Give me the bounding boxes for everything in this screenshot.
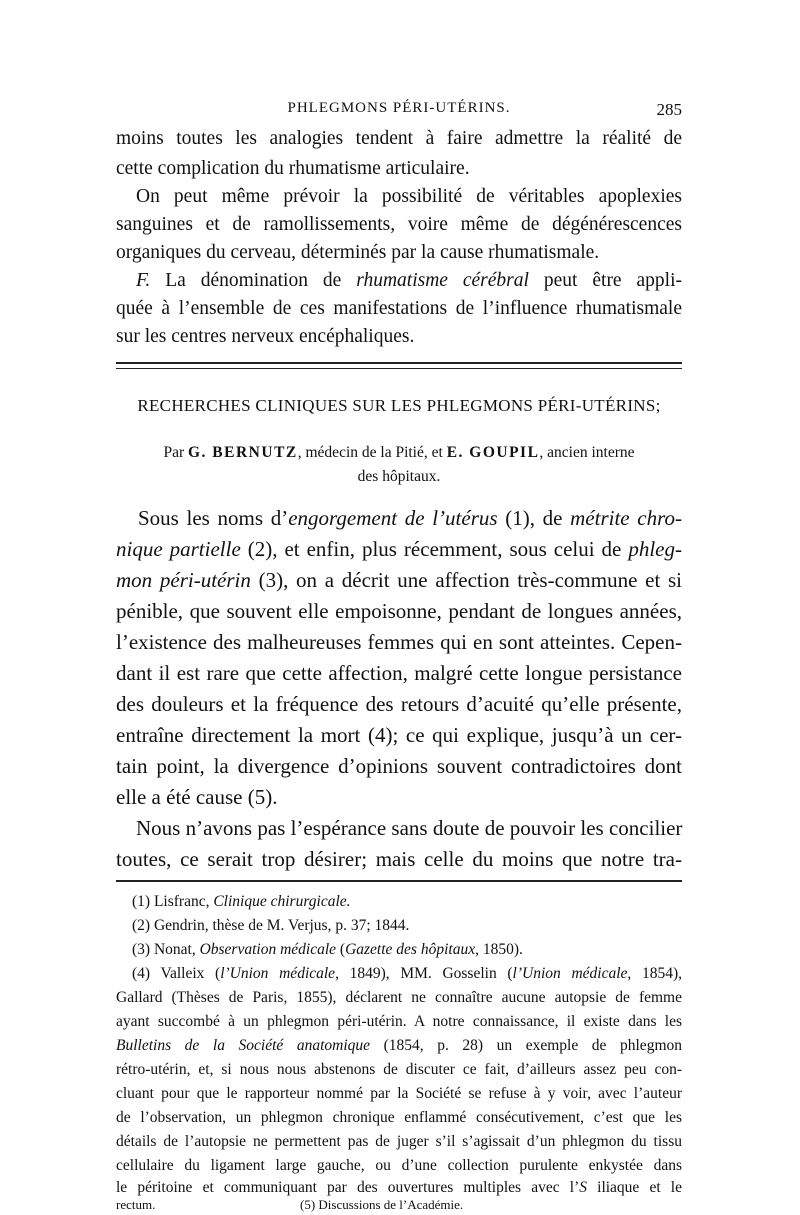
footnote-4-line-2: Gallard (Thèses de Paris, 1855), déclarent ne connaître aucune autopsie de femme bbox=[116, 989, 682, 1006]
intro-line-2: cette complication du rhumatisme articulaire. bbox=[116, 158, 470, 179]
para-letter: F. bbox=[136, 270, 151, 291]
footnote-4-line-10: le péritoine et communiquant par des ouvertures multiples avec l’S iliaque et le bbox=[116, 1179, 682, 1196]
footnote-4-line-3: ayant succombé à un phlegmon péri-utérin. A notre connaissance, il existe dans les bbox=[116, 1013, 682, 1030]
running-header bbox=[116, 100, 682, 126]
body-line-6: dant il est rare que cette affection, malgré cette longue persistance bbox=[116, 661, 682, 685]
running-title: PHLEGMONS PÉRI-UTÉRINS. bbox=[287, 100, 511, 116]
byline-line-1: Par G. BERNUTZ, médecin de la Pitié, et E. GOUPIL, ancien interne bbox=[163, 444, 635, 461]
footnote-3: (3) Nonat, Observation médicale (Gazette des hôpitaux, 1850). bbox=[132, 941, 523, 958]
footnote-4-line-4: Bulletins de la Société anatomique (1854, p. 28) un exemple de phlegmon bbox=[116, 1037, 682, 1054]
footnote-rule bbox=[116, 880, 682, 882]
footnote-4-line-1: (4) Valleix (l’Union médicale, 1849), MM. Gosselin (l’Union médicale, 1854), bbox=[132, 965, 682, 982]
footnote-4-line-9: cellulaire du ligament large gauche, ou d’une collection purulente enkystée dans bbox=[116, 1157, 682, 1174]
intro-line-3: On peut même prévoir la possibilité de véritables apoplexies bbox=[136, 186, 682, 207]
intro-para-f-line-3: sur les centres nerveux encéphaliques. bbox=[116, 326, 415, 347]
body-line-10: elle a été cause (5). bbox=[116, 785, 278, 809]
footnote-1: (1) Lisfranc, Clinique chirurgicale. bbox=[132, 893, 351, 910]
section-double-rule bbox=[116, 362, 682, 369]
body-line-4: pénible, que souvent elle empoisonne, pendant de longues années, bbox=[116, 599, 682, 623]
byline-line-2: des hôpitaux. bbox=[357, 468, 441, 485]
footnote-5: (5) Discussions de l’Académie. bbox=[300, 1197, 464, 1212]
body-line-7: des douleurs et la fréquence des retours d’acuité qu’elle présente, bbox=[116, 692, 682, 716]
body-line-1: Sous les noms d’engorgement de l’utérus (1), de métrite chro- bbox=[138, 506, 683, 530]
article-title: RECHERCHES CLINIQUES SUR LES PHLEGMONS PÉRI-UTÉRINS; bbox=[137, 396, 661, 415]
intro-line-1: moins toutes les analogies tendent à faire admettre la réalité de bbox=[116, 128, 682, 149]
footnote-4-line-6: cluant pour que le rapporteur nommé par la Société se refuse à y voir, avec l’auteur bbox=[116, 1085, 682, 1102]
body-line-9: tain point, la divergence d’opinions souvent contradictoires dont bbox=[116, 754, 682, 778]
body-line-2: nique partielle (2), et enfin, plus récemment, sous celui de phleg- bbox=[116, 537, 682, 561]
footnote-4-line-7: de l’observation, un phlegmon chronique enflammé consécutivement, c’est que les bbox=[116, 1109, 682, 1126]
intro-line-4: sanguines et de ramollissements, voire même de dégénérescences bbox=[116, 214, 682, 235]
page-number: 285 bbox=[656, 100, 682, 119]
intro-line-5: organiques du cerveau, déterminés par la cause rhumatismale. bbox=[116, 242, 600, 263]
term-rhumatisme-cerebral: rhumatisme cérébral bbox=[356, 270, 529, 291]
body-line-5: l’existence des malheureuses femmes qui en sont atteintes. Cepen- bbox=[116, 630, 682, 654]
body-line-11: Nous n’avons pas l’espérance sans doute de pouvoir les concilier bbox=[136, 816, 683, 840]
intro-para-f-line-2: quée à l’ensemble de ces manifestations de l’influence rhumatismale bbox=[116, 298, 682, 319]
body-line-8: entraîne directement la mort (4); ce qui explique, jusqu’à un cer- bbox=[116, 723, 682, 747]
footnote-2: (2) Gendrin, thèse de M. Verjus, p. 37; 1844. bbox=[132, 917, 410, 934]
author-goupil: E. GOUPIL bbox=[446, 444, 540, 461]
footnote-4-line-8: détails de l’autopsie ne permettent pas de juger s’il s’agissait d’un phlegmon du tissu bbox=[116, 1133, 682, 1150]
body-line-3: mon péri-utérin (3), on a décrit une affection très-commune et si bbox=[116, 568, 682, 592]
intro-para-f-line-1: F. La dénomination de rhumatisme cérébral peut être appli- bbox=[136, 270, 683, 291]
author-bernutz: G. BERNUTZ bbox=[188, 444, 298, 461]
body-line-12: toutes, ce serait trop désirer; mais celle du moins que notre tra- bbox=[116, 847, 682, 871]
footnote-4-line-11: rectum. bbox=[116, 1197, 156, 1212]
footnote-4-line-5: rétro-utérin, et, si nous nous abstenons de discuter ce fait, d’ailleurs assez peu con- bbox=[116, 1061, 682, 1078]
